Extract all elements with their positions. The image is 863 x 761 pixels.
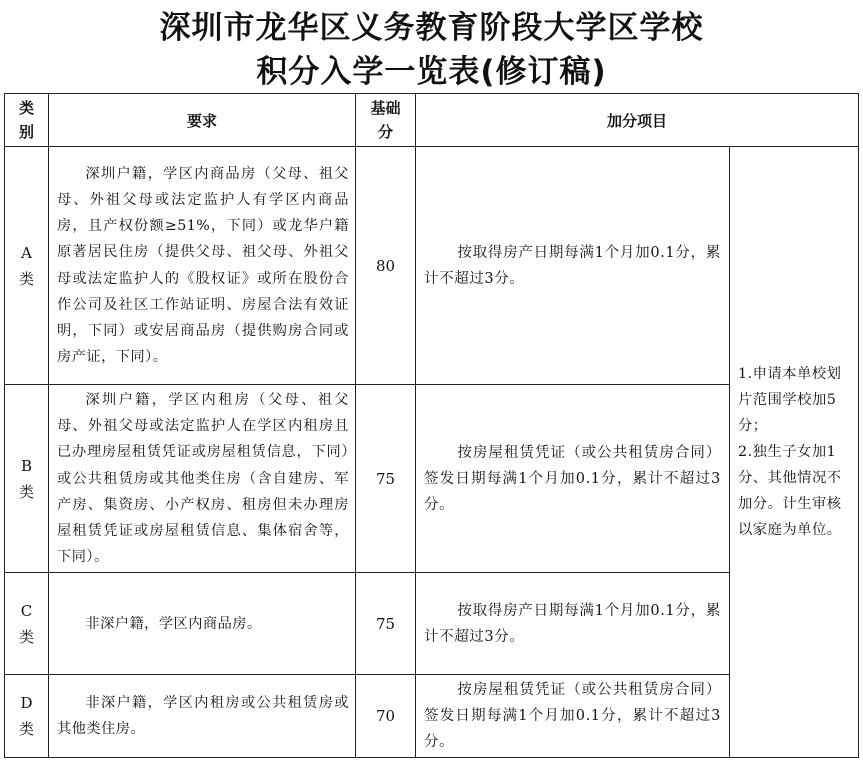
row-b-base: 75 — [356, 385, 416, 573]
row-a-category — [5, 147, 49, 385]
extra-bonus-item-2: 2.独生子女加1分、其他情况不加分。计生审核以家庭为单位。 — [738, 444, 842, 539]
header-requirement: 要求 — [49, 94, 356, 147]
row-c-category — [5, 573, 49, 675]
row-b-category-text: B 类 — [18, 456, 34, 501]
extra-bonus-item-1: 1.申请本单校划片范围学校加5分； — [738, 366, 842, 435]
row-d-category — [5, 675, 49, 758]
row-a-bonus: 按取得房产日期每满1个月加0.1分，累计不超过3分。 — [416, 147, 730, 385]
header-base-score — [356, 94, 416, 147]
header-bonus: 加分项目 — [416, 94, 859, 147]
row-b-bonus: 按房屋租赁凭证（或公共租赁房合同）签发日期每满1个月加0.1分，累计不超过3分。 — [416, 385, 730, 573]
header-base-text: 基础 分 — [370, 99, 401, 141]
header-category-text: 类 别 — [18, 99, 34, 141]
header-category — [5, 94, 49, 147]
page-title-line2: 积分入学一览表(修订稿) — [256, 54, 607, 90]
row-a-base: 80 — [356, 147, 416, 385]
row-c-bonus: 按取得房产日期每满1个月加0.1分，累计不超过3分。 — [416, 573, 730, 675]
row-c-requirement: 非深户籍，学区内商品房。 — [49, 573, 356, 675]
page-title-line1: 深圳市龙华区义务教育阶段大学区学校 — [159, 10, 704, 46]
row-b-category — [5, 385, 49, 573]
table-header-row — [5, 94, 859, 147]
row-a-requirement: 深圳户籍，学区内商品房（父母、祖父母、外祖父母或法定监护人有学区内商品房，且产权份额≥51%，下同）或龙华户籍原著居民住房（提供父母、祖父母、外祖父母或法定监护人的《股权证》或所在股份合作公司及社区工作站证明、房屋合法有效证明，下同）或安居商品房（提供购房合同或房产证，下同）。 — [49, 147, 356, 385]
row-c-category-text: C 类 — [18, 601, 34, 646]
row-d-requirement: 非深户籍，学区内租房或公共租赁房或其他类住房。 — [49, 675, 356, 758]
row-d-category-text: D 类 — [18, 694, 34, 739]
row-a-category-text: A 类 — [18, 243, 34, 288]
admission-points-table — [4, 93, 859, 758]
extra-bonus-cell — [730, 147, 859, 758]
row-d-bonus: 按房屋租赁凭证（或公共租赁房合同）签发日期每满1个月加0.1分，累计不超过3分。 — [416, 675, 730, 758]
row-b-requirement: 深圳户籍，学区内租房（父母、祖父母、外祖父母或法定监护人在学区内租房且已办理房屋租赁凭证或房屋租赁信息，下同）或公共租赁房或其他类住房（含自建房、军产房、集资房、小产权房、租房但未办理房屋租赁凭证或房屋租赁信息、集体宿舍等，下同）。 — [49, 385, 356, 573]
row-c-base: 75 — [356, 573, 416, 675]
row-d-base: 70 — [356, 675, 416, 758]
table-row — [5, 147, 859, 385]
